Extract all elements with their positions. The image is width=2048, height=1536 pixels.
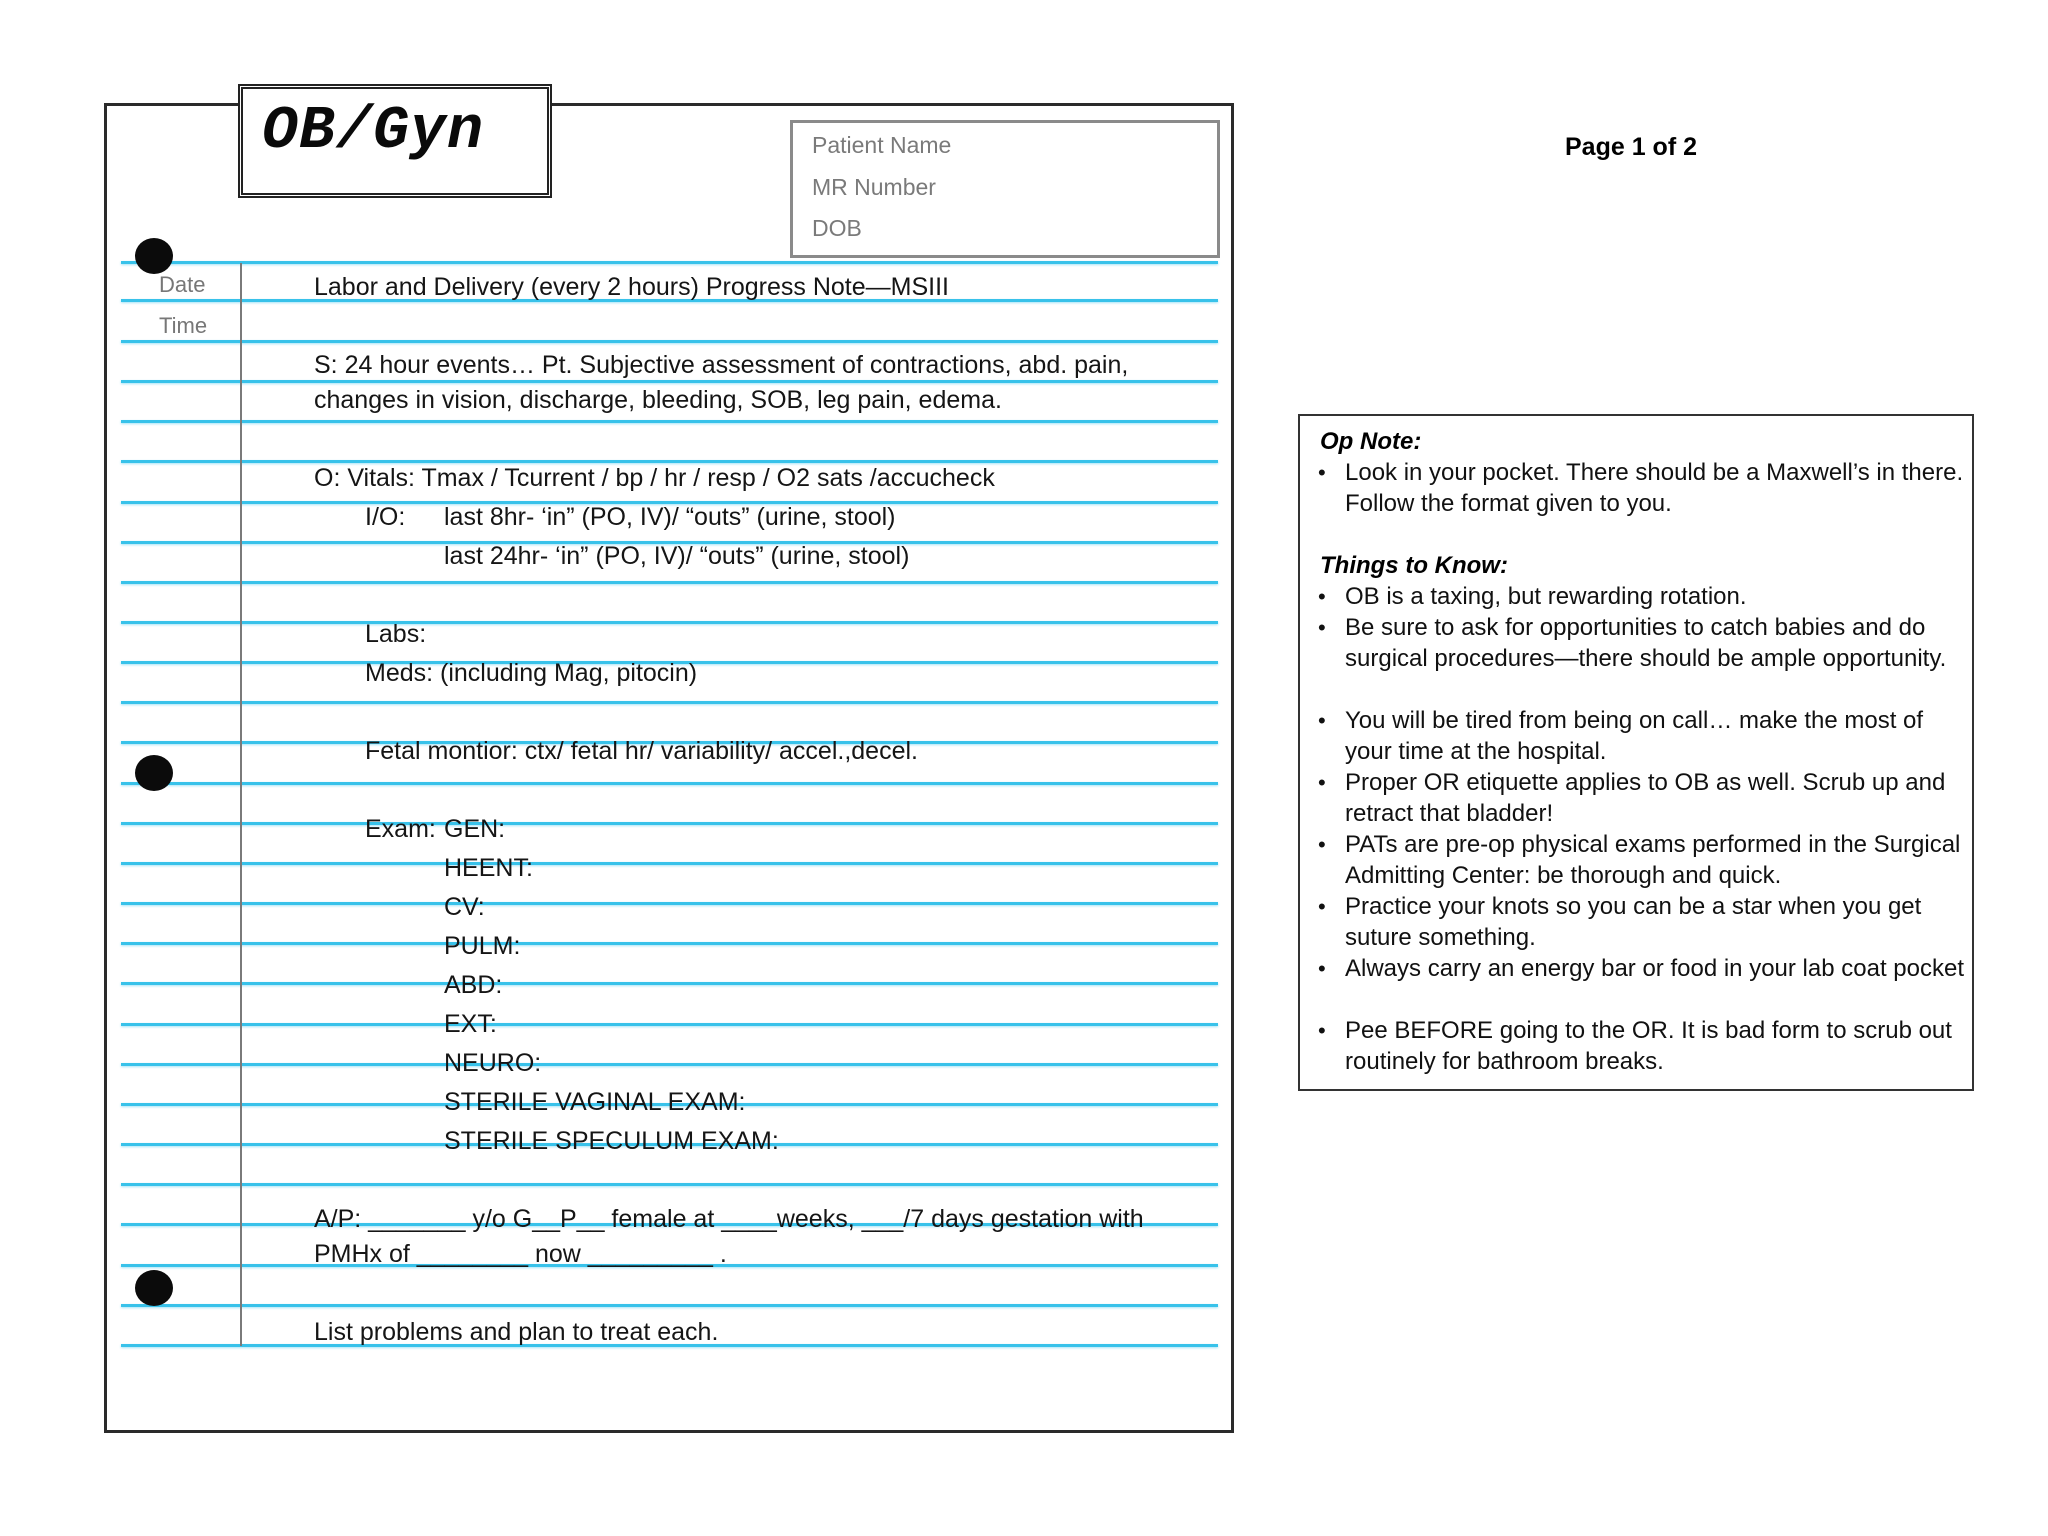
tip-item: Proper OR etiquette applies to OB as well. Scrub up and retract that bladder! <box>1345 769 1946 827</box>
rule-line <box>121 782 1218 785</box>
margin-line <box>240 263 242 1346</box>
bullet: • <box>1318 615 1326 640</box>
exam-sterile-vaginal: STERILE VAGINAL EXAM: <box>444 1088 746 1116</box>
exam-ext: EXT: <box>444 1010 497 1038</box>
rule-line <box>121 261 1218 264</box>
rule-line <box>121 1304 1218 1307</box>
rule-line <box>121 862 1218 865</box>
exam-pulm: PULM: <box>444 932 521 960</box>
tip-item: OB is a taxing, but rewarding rotation. <box>1345 583 1747 610</box>
exam-abd: ABD: <box>444 971 503 999</box>
labs-label: Labs: <box>365 620 427 648</box>
bullet: • <box>1318 708 1326 733</box>
bullet: • <box>1318 1018 1326 1043</box>
io-8hr: last 8hr- ‘in” (PO, IV)/ “outs” (urine, stool) <box>444 503 896 531</box>
exam-heent: HEENT: <box>444 854 533 882</box>
bullet: • <box>1318 894 1326 919</box>
exam-neuro: NEURO: <box>444 1049 542 1077</box>
op-note-heading: Op Note: <box>1320 428 1422 455</box>
time-label: Time <box>159 313 208 338</box>
rule-line <box>121 942 1218 945</box>
patient-name-field: Patient Name <box>812 132 952 158</box>
date-label: Date <box>159 272 206 297</box>
exam-sterile-speculum: STERILE SPECULUM EXAM: <box>444 1127 779 1155</box>
rule-line <box>121 1183 1218 1186</box>
rule-line <box>121 340 1218 343</box>
exam-label: Exam: <box>365 815 436 843</box>
bullet: • <box>1318 832 1326 857</box>
fetal-monitor: Fetal montior: ctx/ fetal hr/ variability/ accel.,decel. <box>365 737 918 765</box>
io-24hr: last 24hr- ‘in” (PO, IV)/ “outs” (urine, stool) <box>444 542 910 570</box>
subjective-line-1: S: 24 hour events… Pt. Subjective assessment of contractions, abd. pain, <box>314 351 1129 379</box>
page-title: OB/Gyn <box>262 98 485 166</box>
bullet: • <box>1318 460 1326 485</box>
dob-field: DOB <box>812 215 862 241</box>
assessment-line-2: PMHx of ________ now _________ . <box>314 1240 727 1268</box>
rule-line <box>121 982 1218 985</box>
plan-line: List problems and plan to treat each. <box>314 1318 719 1346</box>
binder-hole <box>135 755 173 791</box>
tip-item: Pee BEFORE going to the OR. It is bad form to scrub out routinely for bathroom breaks. <box>1345 1017 1952 1075</box>
objective-vitals: O: Vitals: Tmax / Tcurrent / bp / hr / resp / O2 sats /accucheck <box>314 464 995 492</box>
rule-line <box>121 822 1218 825</box>
tip-item: Be sure to ask for opportunities to catch babies and do surgical procedures—there should be ample opportunity. <box>1345 614 1947 672</box>
tip-item: Practice your knots so you can be a star when you get suture something. <box>1345 893 1922 951</box>
rule-line <box>121 420 1218 423</box>
bullet: • <box>1318 956 1326 981</box>
exam-gen: GEN: <box>444 815 506 843</box>
meds-label: Meds: (including Mag, pitocin) <box>365 659 698 687</box>
rule-line <box>121 380 1218 383</box>
bullet: • <box>1318 770 1326 795</box>
rule-line <box>121 621 1218 624</box>
rule-line <box>121 460 1218 463</box>
exam-cv: CV: <box>444 893 485 921</box>
rule-line <box>121 581 1218 584</box>
binder-hole <box>135 1270 173 1306</box>
page-number: Page 1 of 2 <box>1565 133 1697 161</box>
things-to-know-heading: Things to Know: <box>1320 552 1508 579</box>
rule-line <box>121 701 1218 704</box>
io-label: I/O: <box>365 503 406 531</box>
tip-item: You will be tired from being on call… make the most of your time at the hospital. <box>1345 707 1924 765</box>
rule-line <box>121 1063 1218 1066</box>
subjective-line-2: changes in vision, discharge, bleeding, SOB, leg pain, edema. <box>314 386 1002 414</box>
note-heading: Labor and Delivery (every 2 hours) Progress Note—MSIII <box>314 273 949 301</box>
rule-line <box>121 902 1218 905</box>
op-note-item: Look in your pocket. There should be a Maxwell’s in there. Follow the format given to you. <box>1345 459 1964 517</box>
tip-item: Always carry an energy bar or food in your lab coat pocket <box>1345 955 1964 982</box>
tip-item: PATs are pre-op physical exams performed in the Surgical Admitting Center: be thorough and quick. <box>1345 831 1961 889</box>
bullet: • <box>1318 584 1326 609</box>
rule-line <box>121 1023 1218 1026</box>
assessment-line-1: A/P: _______ y/o G__P__ female at ____weeks, ___/7 days gestation with <box>314 1205 1144 1233</box>
mr-number-field: MR Number <box>812 174 936 200</box>
binder-hole <box>135 238 173 274</box>
